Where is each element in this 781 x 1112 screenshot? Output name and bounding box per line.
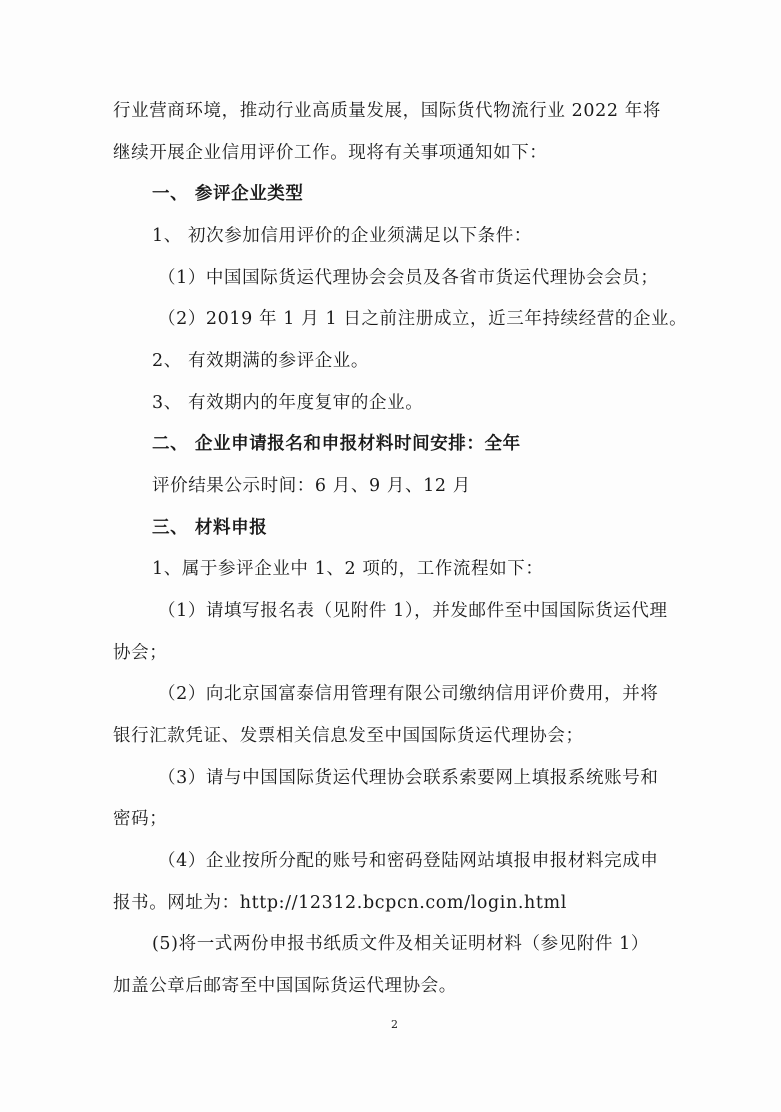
body-line-5: （1）中国国际货运代理协会会员及各省市货运代理协会会员； (158, 268, 659, 288)
body-line-12: 1、属于参评企业中 1、2 项的，工作流程如下： (152, 559, 544, 579)
body-line-18: 密码； (113, 809, 168, 829)
section-heading-1: 一、 参评企业类型 (152, 184, 304, 204)
body-line-1: 行业营商环境，推动行业高质量发展，国际货代物流行业 2022 年将 (113, 101, 661, 121)
body-line-20: 报书。网址为：http://12312.bcpcn.com/login.html (113, 893, 567, 913)
body-line-6: （2）2019 年 1 月 1 日之前注册成立，近三年持续经营的企业。 (158, 309, 688, 329)
body-line-21: (5)将一式两份申报书纸质文件及相关证明材料（参见附件 1） (152, 934, 649, 954)
body-line-19: （4）企业按所分配的账号和密码登陆网站填报申报材料完成申 (158, 851, 659, 871)
body-line-8: 3、 有效期内的年度复审的企业。 (152, 393, 424, 413)
body-line-10: 评价结果公示时间：6 月、9 月、12 月 (152, 476, 471, 496)
body-line-14: 协会； (113, 643, 168, 663)
body-line-16: 银行汇款凭证、发票相关信息发至中国国际货运代理协会； (113, 726, 584, 746)
section-heading-3: 三、 材料申报 (152, 518, 268, 538)
body-line-2: 继续开展企业信用评价工作。现将有关事项通知如下： (113, 143, 548, 163)
body-line-22: 加盖公章后邮寄至中国国际货运代理协会。 (113, 976, 457, 996)
page-number: 2 (391, 1018, 398, 1031)
body-line-15: （2）向北京国富泰信用管理有限公司缴纳信用评价费用，并将 (158, 684, 659, 704)
section-heading-2: 二、 企业申请报名和申报材料时间安排：全年 (152, 434, 521, 454)
body-line-7: 2、 有效期满的参评企业。 (152, 351, 369, 371)
body-line-4: 1、 初次参加信用评价的企业须满足以下条件： (152, 226, 532, 246)
body-line-13: （1）请填写报名表（见附件 1），并发邮件至中国国际货运代理 (158, 601, 668, 621)
body-line-17: （3）请与中国国际货运代理协会联系索要网上填报系统账号和 (158, 768, 659, 788)
